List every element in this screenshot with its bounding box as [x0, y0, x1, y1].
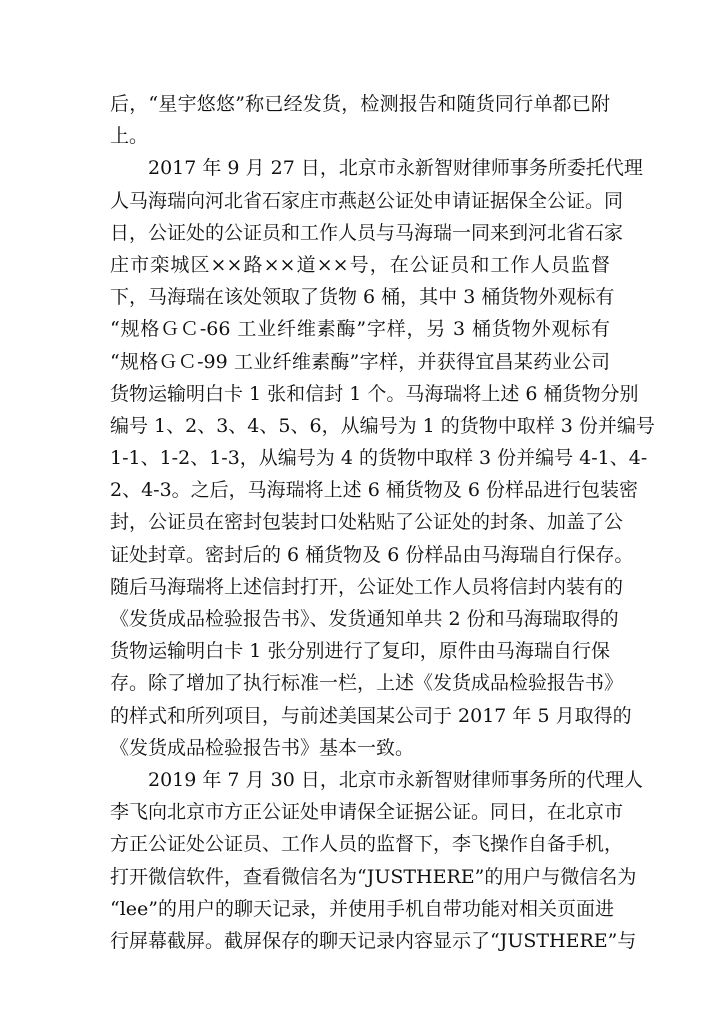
text-line: 行屏幕截屏。截屏保存的聊天记录内容显示了“JUSTHERE”与: [110, 929, 637, 952]
text-line: 方正公证处公证员、工作人员的监督下，李飞操作自备手机，: [110, 833, 624, 856]
text-line: 随后马海瑞将上述信封打开，公证处工作人员将信封内装有的: [110, 575, 624, 598]
text-line: 《发货成品检验报告书》、发货通知单共 2 份和马海瑞取得的: [110, 608, 619, 630]
text-line: “规格ＧＣ-99 工业纤维素酶”字样，并获得宜昌某药业公司: [110, 350, 610, 373]
text-line: 货物运输明白卡 1 张分别进行了复印，原件由马海瑞自行保: [110, 640, 610, 663]
text-line: 上。: [110, 125, 149, 148]
text-line: 李飞向北京市方正公证处申请保全证据公证。同日，在北京市: [110, 801, 624, 824]
text-line: 日，公证处的公证员和工作人员与马海瑞一同来到河北省石家: [110, 221, 624, 244]
text-line: 人马海瑞向河北省石家庄市燕赵公证处申请证据保全公证。同: [110, 189, 624, 212]
text-line: 庄市栾城区××路××道××号，在公证员和工作人员监督: [110, 253, 610, 276]
paragraph-notarization-2017: [110, 152, 655, 764]
text-line: 打开微信软件，查看微信名为“JUSTHERE”的用户与微信名为: [110, 865, 637, 888]
text-line: 2017 年 9 月 27 日，北京市永新智财律师事务所委托代理: [148, 157, 643, 180]
text-line: 下，马海瑞在该处领取了货物 6 桶，其中 3 桶货物外观标有: [110, 286, 615, 309]
text-line: 《发货成品检验报告书》基本一致。: [110, 736, 415, 759]
text-line: 证处封章。密封后的 6 桶货物及 6 份样品由马海瑞自行保存。: [110, 543, 634, 566]
text-line: 封，公证员在密封包装封口处粘贴了公证处的封条、加盖了公: [110, 511, 624, 534]
text-line: 1-1、1-2、1-3，从编号为 4 的货物中取样 3 份并编号 4-1、4-: [110, 447, 648, 470]
paragraph-notarization-2019: [110, 764, 643, 957]
text-line: “规格ＧＣ-66 工业纤维素酶”字样，另 3 桶货物外观标有: [110, 318, 610, 341]
text-line: 2019 年 7 月 30 日，北京市永新智财律师事务所的代理人: [148, 768, 643, 791]
paragraph-continuation: [110, 88, 610, 152]
text-line: 货物运输明白卡 1 张和信封 1 个。马海瑞将上述 6 桶货物分别: [110, 382, 639, 405]
text-line: 后，“星宇悠悠”称已经发货，检测报告和随货同行单都已附: [110, 93, 610, 115]
text-line: 存。除了增加了执行标准一栏，上述《发货成品检验报告书》: [110, 672, 624, 695]
document-body: [110, 88, 655, 957]
text-line: 编号 1、2、3、4、5、6，从编号为 1 的货物中取样 3 份并编号: [110, 414, 655, 437]
text-line: “lee”的用户的聊天记录，并使用手机自带功能对相关页面进: [110, 897, 614, 920]
text-line: 的样式和所列项目，与前述美国某公司于 2017 年 5 月取得的: [110, 704, 632, 727]
text-line: 2、4-3。之后，马海瑞将上述 6 桶货物及 6 份样品进行包装密: [110, 479, 639, 502]
